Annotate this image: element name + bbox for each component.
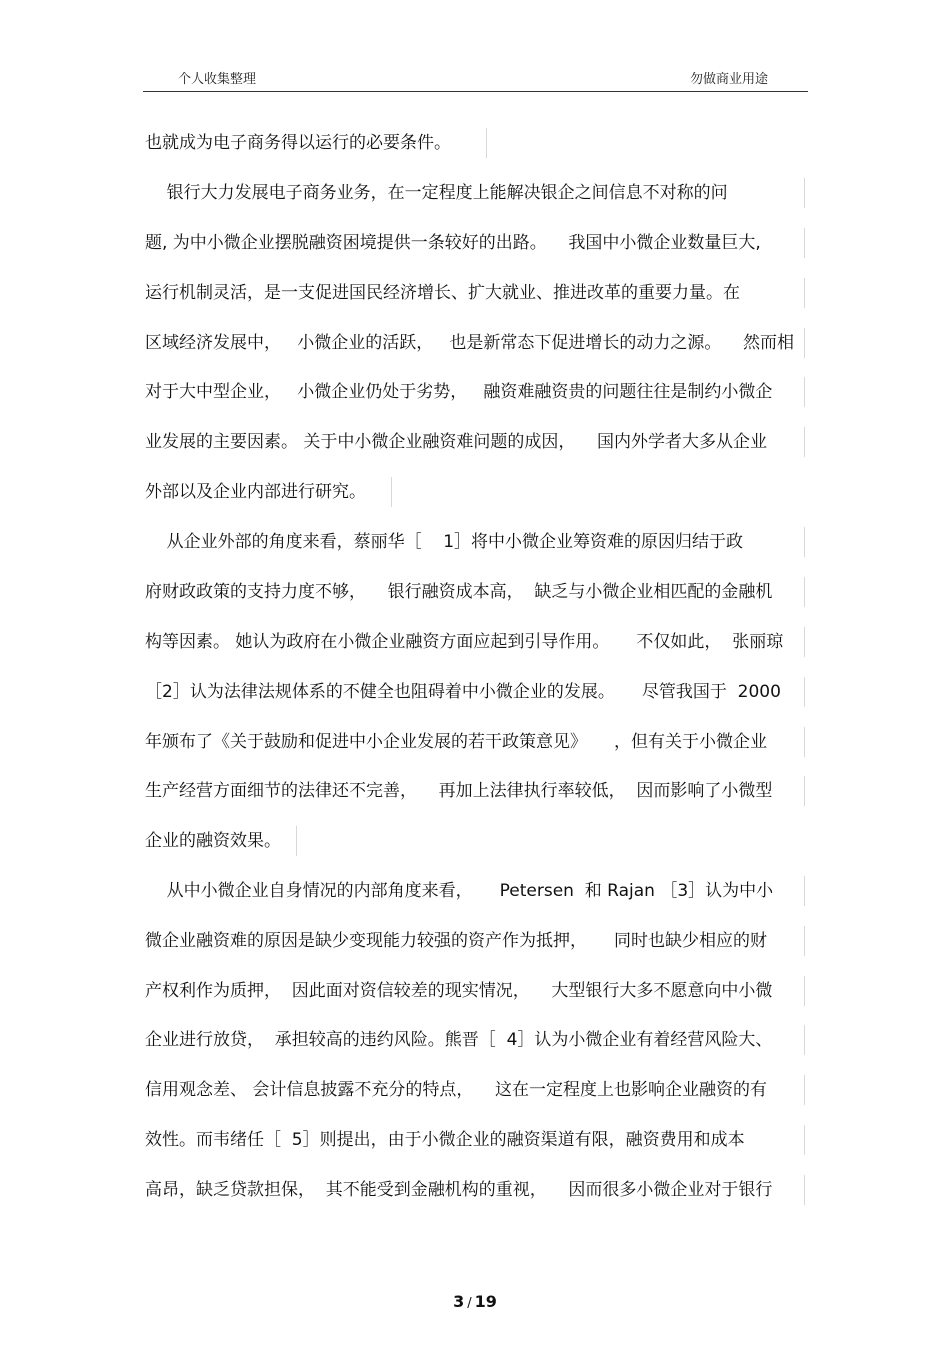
text-line-17: 微企业融资难的原因是缺少变现能力较强的资产作为抵押， 同时也缺少相应的财	[145, 926, 805, 956]
header-left-text: 个人收集整理	[178, 72, 257, 87]
text-line-19: 企业进行放贷， 承担较高的违约风险。熊晋［ 4］认为小微企业有着经营风险大、	[145, 1025, 805, 1055]
text-line-2: 银行大力发展电子商务业务，在一定程度上能解决银企之间信息不对称的问	[145, 178, 805, 208]
text-line-4: 运行机制灵活，是一支促进国民经济增长、扩大就业、推进改革的重要力量。在	[145, 278, 805, 308]
text-line-20: 信用观念差、 会计信息披露不充分的特点， 这在一定程度上也影响企业融资的有	[145, 1075, 805, 1105]
page-total: 19	[474, 1292, 497, 1311]
header-right-text: 勿做商业用途	[690, 72, 769, 87]
text-line-6: 对于大中型企业， 小微企业仍处于劣势， 融资难融资贵的问题往往是制约小微企	[145, 377, 805, 407]
page-number	[0, 1292, 950, 1311]
text-line-5: 区域经济发展中， 小微企业的活跃， 也是新常态下促进增长的动力之源。 然而相	[145, 328, 805, 358]
text-line-11: 构等因素。 她认为政府在小微企业融资方面应起到引导作用。 不仅如此， 张丽琼	[145, 627, 805, 657]
text-line-10: 府财政政策的支持力度不够， 银行融资成本高， 缺乏与小微企业相匹配的金融机	[145, 577, 805, 607]
text-line-15: 企业的融资效果。	[145, 826, 297, 856]
text-line-9: 从企业外部的角度来看，蔡丽华［ 1］将中小微企业筹资难的原因归结于政	[145, 527, 805, 557]
text-line-16: 从中小微企业自身情况的内部角度来看， Petersen 和 Rajan ［3］认为中小	[145, 876, 805, 906]
text-line-18: 产权利作为质押， 因此面对资信较差的现实情况， 大型银行大多不愿意向中小微	[145, 976, 805, 1006]
text-line-13: 年颁布了《关于鼓励和促进中小企业发展的若干政策意见》 ，但有关于小微企业	[145, 727, 805, 757]
text-line-1: 也就成为电子商务得以运行的必要条件。	[145, 128, 487, 158]
page-separator: /	[467, 1296, 472, 1311]
text-line-22: 高昂，缺乏贷款担保， 其不能受到金融机构的重视， 因而很多小微企业对于银行	[145, 1175, 805, 1205]
text-line-7: 业发展的主要因素。 关于中小微企业融资难问题的成因， 国内外学者大多从企业	[145, 427, 805, 457]
page-current: 3	[453, 1292, 465, 1311]
header-divider	[143, 91, 808, 92]
text-line-8: 外部以及企业内部进行研究。	[145, 477, 392, 507]
text-line-21: 效性。而韦绪任［ 5］则提出，由于小微企业的融资渠道有限，融资费用和成本	[145, 1125, 805, 1155]
text-line-3: 题, 为中小微企业摆脱融资困境提供一条较好的出路。 我国中小微企业数量巨大,	[145, 228, 805, 258]
text-line-12: ［2］认为法律法规体系的不健全也阻碍着中小微企业的发展。 尽管我国于 2000	[145, 677, 805, 707]
text-line-14: 生产经营方面细节的法律还不完善， 再加上法律执行率较低， 因而影响了小微型	[145, 776, 805, 806]
